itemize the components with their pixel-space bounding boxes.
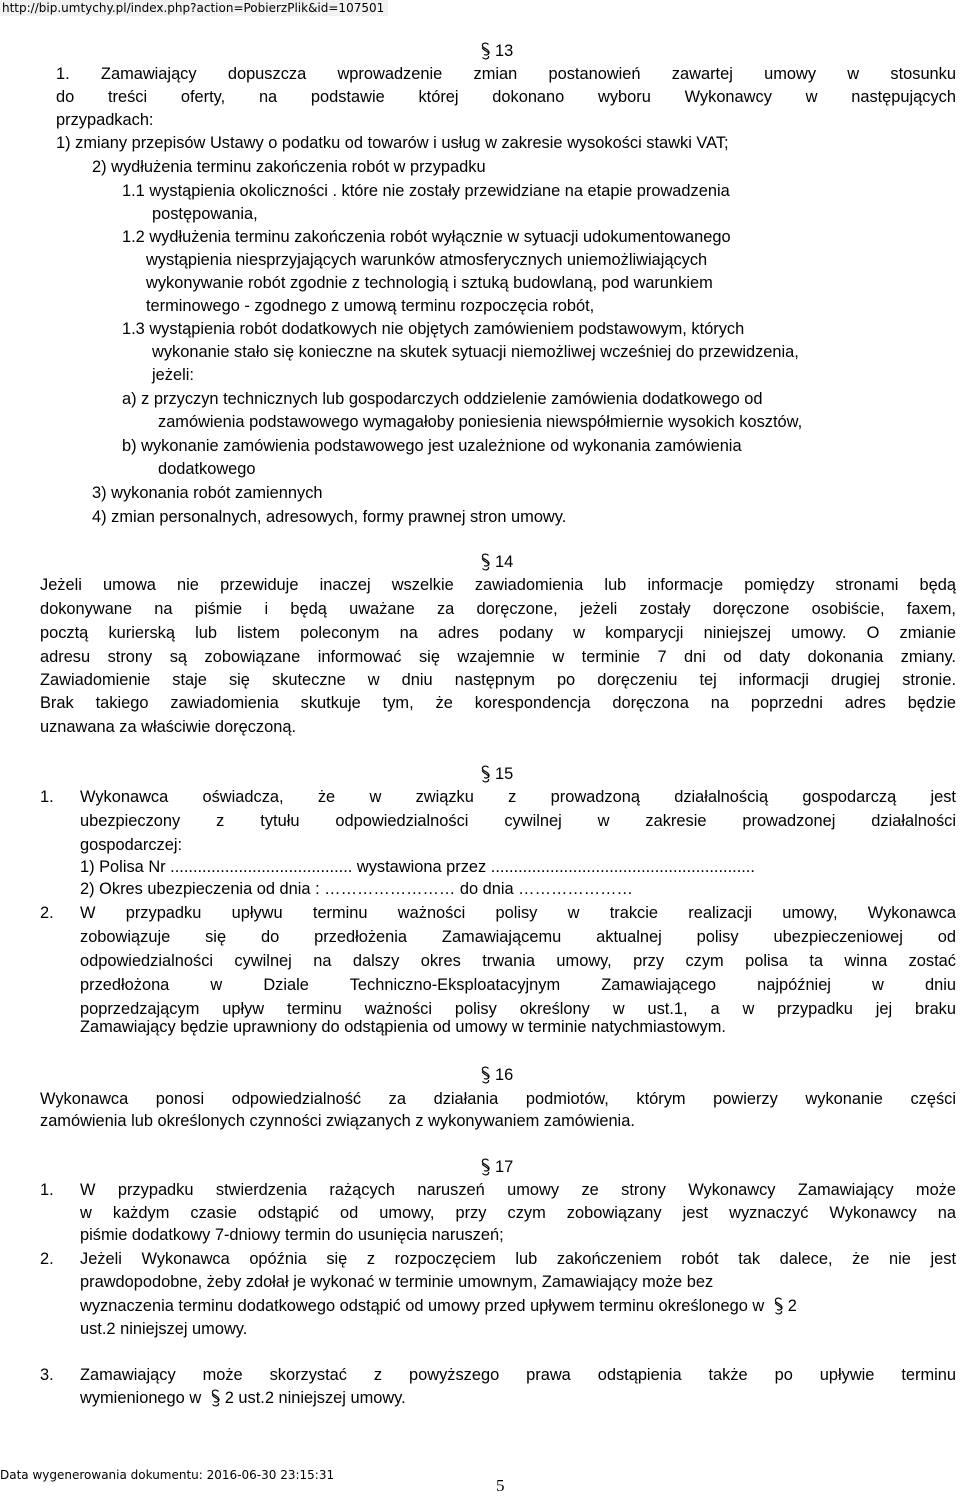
s13-item2-1-line2: postępowania, xyxy=(152,205,258,223)
section-13-heading: 13 xyxy=(480,40,513,62)
paragraph-sign-icon xyxy=(480,765,491,783)
paragraph-sign-icon xyxy=(480,42,491,60)
s13-item2-2-line2: wystąpienia niesprzyjających warunków atmosferycznych uniemożliwiających xyxy=(146,251,708,269)
s13-item2-2-line1: 1.2 wydłużenia terminu zakończenia robót wyłącznie w sytuacji udokumentowanego xyxy=(122,228,731,246)
s17-p2-line3: wyznaczenia terminu dodatkowego odstąpić od umowy przed upływem terminu określonego w 2 xyxy=(80,1297,797,1315)
section-15-heading: 15 xyxy=(480,763,513,785)
s13-item2-2-line4: terminowego - zgodnego z umową terminu rozpoczęcia robót, xyxy=(146,297,595,315)
s17-p1-line3: piśmie dodatkowy 7-dniowy termin do usunięcia naruszeń; xyxy=(80,1226,504,1244)
s13-p1-line1: 1. Zamawiający dopuszcza wprowadzenie zmian postanowień zawartej umowy w stosunku xyxy=(56,65,956,83)
s14-line6: Brak takiego zawiadomienia skutkuje tym, że korespondencja doręczona na poprzedni adres będzie xyxy=(40,694,956,712)
s15-p2-line6: Zamawiający będzie uprawniony do odstąpienia od umowy w terminie natychmiastowym. xyxy=(80,1018,726,1036)
s13-item4: 4) zmian personalnych, adresowych, formy prawnej stron umowy. xyxy=(92,508,567,526)
s17-p1-line2: w każdym czasie odstąpić od umowy, przy czym zobowiązany jest wyznaczyć Wykonawcy na xyxy=(80,1204,956,1222)
s13-item1: 1) zmiany przepisów Ustawy o podatku od towarów i usług w zakresie wysokości stawki VAT; xyxy=(56,134,729,152)
s13-item-b-line1: b) wykonanie zamówienia podstawowego jest uzależnione od wykonania zamówienia xyxy=(122,437,742,455)
s13-item2-1-line1: 1.1 wystąpienia okoliczności . które nie zostały przewidziane na etapie prowadzenia xyxy=(122,182,730,200)
s15-p1-line2: ubezpieczony z tytułu odpowiedzialności cywilnej w zakresie prowadzonej działalności xyxy=(80,812,956,830)
s13-item2-3-line2: wykonanie stało się konieczne na skutek sytuacji niemożliwej wcześniej do przewidzenia, xyxy=(152,343,799,361)
section-16-heading: 16 xyxy=(480,1064,513,1086)
s17-p2-line1: Jeżeli Wykonawca opóźnia się z rozpoczęciem lub zakończeniem robót tak dalece, że nie jest xyxy=(80,1250,956,1268)
s13-item-a-line2: zamówienia podstawowego wymagałoby poniesienia niewspółmiernie wysokich kosztów, xyxy=(158,413,803,431)
s15-p2-line4: przedłożona w Dziale Techniczno-Eksploatacyjnym Zamawiającego najpóźniej w dniu xyxy=(80,976,956,994)
s15-p2-line3: odpowiedzialności cywilnej na dalszy okres trwania umowy, przy czym polisa ta winna zostać xyxy=(80,952,956,970)
s13-item-b-line2: dodatkowego xyxy=(158,460,256,478)
s15-p1-number: 1. xyxy=(40,788,54,806)
s13-item2-2-line3: wykonywanie robót zgodnie z technologią i sztuką budowlaną, pod warunkiem xyxy=(146,274,713,292)
s15-p1-line1: Wykonawca oświadcza, że w związku z prowadzoną działalnością gospodarczą jest xyxy=(80,788,956,806)
source-url[interactable]: http://bip.umtychy.pl/index.php?action=PobierzPlik&id=107501 xyxy=(0,0,388,16)
s15-p2-number: 2. xyxy=(40,904,54,922)
generation-date-footer: Data wygenerowania dokumentu: 2016-06-30 23:15:31 xyxy=(0,1468,335,1482)
section-14-heading: 14 xyxy=(480,551,513,573)
section-17-heading: 17 xyxy=(480,1156,513,1178)
s15-p2-line1: W przypadku upływu terminu ważności polisy w trakcie realizacji umowy, Wykonawca xyxy=(80,904,956,922)
s13-p1-line2: do treści oferty, na podstawie której dokonano wyboru Wykonawcy w następujących xyxy=(56,88,956,106)
s17-p2-number: 2. xyxy=(40,1250,54,1268)
s17-p3-line1: Zamawiający może skorzystać z powyższego prawa odstąpienia także po upływie terminu xyxy=(80,1366,956,1384)
s17-p2-line4: ust.2 niniejszej umowy. xyxy=(80,1320,248,1338)
s13-p1-line3: przypadkach: xyxy=(56,111,154,129)
paragraph-sign-icon xyxy=(210,1389,221,1407)
s15-p2-line5: poprzedzającym upływ terminu ważności polisy określony w ust.1, a w przypadku jej braku xyxy=(80,1000,956,1018)
s14-line3: pocztą kurierską lub listem poleconym na adres podany w komparycji niniejszej umowy. O zmianie xyxy=(40,624,956,642)
s17-p2-line2: prawdopodobne, żeby zdołał je wykonać w terminie umownym, Zamawiający może bez xyxy=(80,1273,714,1291)
s16-line1: Wykonawca ponosi odpowiedzialność za działania podmiotów, którym powierzy wykonanie części xyxy=(40,1090,956,1108)
s13-item2-3-line1: 1.3 wystąpienia robót dodatkowych nie objętych zamówieniem podstawowym, których xyxy=(122,320,745,338)
s14-line7: uznawana za właściwie doręczoną. xyxy=(40,718,297,736)
s13-item3: 3) wykonania robót zamiennych xyxy=(92,484,323,502)
paragraph-sign-icon xyxy=(480,553,491,571)
paragraph-sign-icon xyxy=(773,1297,784,1315)
s17-p3-number: 3. xyxy=(40,1366,54,1384)
s15-p1-line3: gospodarczej: xyxy=(80,836,183,854)
s17-p3-line2: wymienionego w 2 ust.2 niniejszej umowy. xyxy=(80,1389,406,1407)
s17-p1-number: 1. xyxy=(40,1181,54,1199)
s16-line2: zamówienia lub określonych czynności związanych z wykonywaniem zamówienia. xyxy=(40,1112,635,1130)
s17-p1-line1: W przypadku stwierdzenia rażących naruszeń umowy ze strony Wykonawcy Zamawiający może xyxy=(80,1181,956,1199)
s15-p1-item2: 2) Okres ubezpieczenia od dnia : …………………… do dnia ………………… xyxy=(80,880,633,898)
s13-item2: 2) wydłużenia terminu zakończenia robót w przypadku xyxy=(92,158,486,176)
page-number: 5 xyxy=(496,1476,505,1495)
s15-p1-item1: 1) Polisa Nr ........................................ wystawiona przez .......................................................... xyxy=(80,858,755,876)
s14-line1: Jeżeli umowa nie przewiduje inaczej wszelkie zawiadomienia lub informacje pomiędzy stronami będą xyxy=(40,576,956,594)
s14-line5: Zawiadomienie staje się skuteczne w dniu następnym po doręczeniu tej informacji drugiej stronie. xyxy=(40,671,956,689)
s13-item2-3-line3: jeżeli: xyxy=(152,366,194,384)
paragraph-sign-icon xyxy=(480,1158,491,1176)
s15-p2-line2: zobowiązuje się do przedłożenia Zamawiającemu aktualnej polisy ubezpieczeniowej od xyxy=(80,928,956,946)
s13-item-a-line1: a) z przyczyn technicznych lub gospodarczych oddzielenie zamówienia dodatkowego od xyxy=(122,390,763,408)
paragraph-sign-icon xyxy=(480,1066,491,1084)
s14-line4: adresu strony są zobowiązane informować się wzajemnie w terminie 7 dni od daty dokonania zmiany. xyxy=(40,648,956,666)
s14-line2: dokonywane na piśmie i będą uważane za doręczone, jeżeli zostały doręczone osobiście, faxem, xyxy=(40,600,956,618)
